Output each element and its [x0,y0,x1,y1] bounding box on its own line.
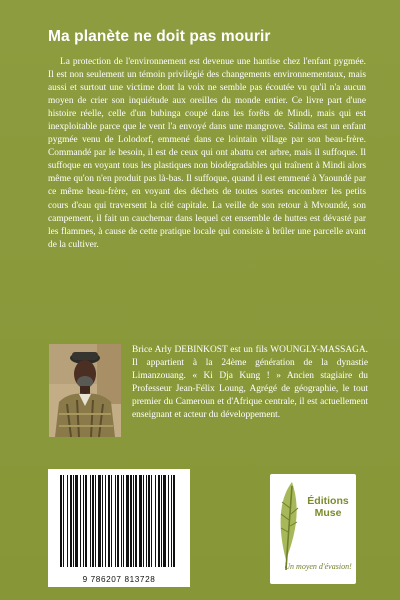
barcode-bar [60,475,62,567]
barcode-bar [83,475,84,567]
publisher-name-line2: Muse [314,506,342,519]
barcode-bar [70,475,72,567]
barcode-bar [121,475,122,567]
barcode-bar [115,475,116,567]
barcode-bar [85,475,87,567]
barcode-bar [117,475,119,567]
barcode-bar [102,475,103,567]
barcode-bar [148,475,150,567]
barcode [48,469,190,587]
author-bio: Brice Arly DEBINKOST est un fils WOUNGLY-MASSAGA. Il appartient à la 24ème génération de la dynastie Limanzouang. « Ki Dja Kung ! » Ancien stagiaire du Professeur Jean-Félix Loung, Agrégé de géographie, le tout premier du Cameroun et d'Afrique centrale, il est actuellement enseignant et acteur du développement. [132,345,368,421]
book-title: Ma planète ne doit pas mourir [48,28,271,45]
barcode-bar [168,475,169,567]
barcode-bar [171,475,172,567]
barcode-bar [139,475,142,567]
author-portrait-icon [49,344,121,437]
barcode-bar [92,475,94,567]
barcode-bar [90,475,91,567]
barcode-bar [161,475,162,567]
barcode-bar [80,475,81,567]
publisher-logo [270,474,356,584]
barcode-bar [111,475,112,567]
publisher-slogan: Un moyen d'évasion! [284,562,352,571]
barcode-bar [73,475,74,567]
barcode-bar [143,475,144,567]
barcode-bars [60,475,178,571]
barcode-bar [63,475,64,567]
barcode-bar [173,475,175,567]
publisher-name-line1: Éditions [307,495,349,507]
barcode-bar [135,475,137,567]
publisher-name [300,496,356,519]
barcode-bar [130,475,132,567]
book-summary: La protection de l'environnement est devenue une hantise chez l'enfant pygmée. Il est non seulement un témoin privilégié des changements environnementaux, mais aussi et surtout une victime dont la voix ne semble pas écoutée vu qu'il n'a aucun moyen de crier son inquiétude aux oreilles du monde entier. Ce livre part d'une histoire réelle, celle d'un bubinga coupé dans les forêts de Mindi, mais qui est inexploitable parce que le vent l'a envoyé dans une mangrove. Salima est un enfant pygmée venu de Lolodorf, emmené dans ce lointain village par son beau-frère. Commandé par le besoin, il est de ceux qui ont abattu cet arbre, mais il suffoque. Il suffoque en voyant tous les plastiques non biodégradables qui traînent à Mindi alors même qu'on n'en produit pas là-bas. Il suffoque, quand il est emmené à Yaoundé par ce même beau-frère, en voyant des déchets de toutes sortes encombrer les petits cours d'eau qui traversent la cité capitale. La veille de son retour à Mvoundé, son campement, il fait un cauchemar dans lequel cet ensemble de huttes est dévasté par les flammes, à cause de cette pratique locale qui consiste à brûler une parcelle avant de la cultiver. [48,57,366,250]
barcode-bar [105,475,106,567]
barcode-bar [75,475,78,567]
barcode-bar [155,475,156,567]
barcode-bar [158,475,160,567]
barcode-bar [95,475,96,567]
barcode-bar [98,475,101,567]
barcode-bar [108,475,110,567]
isbn-number: 9 786207 813728 [82,575,156,584]
barcode-bar [67,475,68,567]
author-photo [49,344,121,437]
barcode-bar [133,475,134,567]
barcode-bar [163,475,166,567]
barcode-bar [123,475,124,567]
barcode-bar [151,475,152,567]
barcode-bar [126,475,129,567]
barcode-bar [146,475,147,567]
